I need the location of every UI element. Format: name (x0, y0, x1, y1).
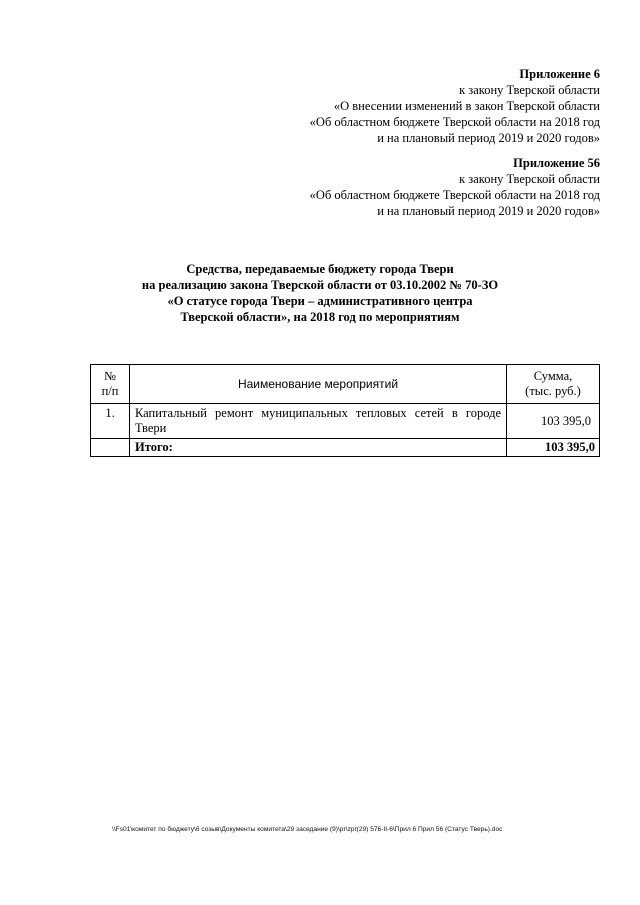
header-number (91, 365, 130, 404)
appendix-56-title: Приложение 56 (513, 156, 600, 170)
appendix-6-title: Приложение 6 (519, 67, 600, 81)
appendix-6-line: «Об областном бюджете Тверской области на 2018 год (309, 115, 600, 129)
heading-line: на реализацию закона Тверской области от 03.10.2002 № 70-ЗО (141, 278, 499, 292)
document-heading (40, 261, 600, 325)
appendix-56-block (310, 155, 600, 219)
total-sum: 103 395,0 (507, 439, 600, 457)
table-header-row (91, 365, 600, 404)
row-number: 1. (91, 404, 130, 439)
heading-line: Тверской области», на 2018 год по мероприятиям (180, 310, 460, 324)
header-sum-unit: (тыс. руб.) (525, 384, 581, 398)
appendix-56-line: и на плановый период 2019 и 2020 годов» (377, 204, 600, 218)
row-sum: 103 395,0 (507, 404, 600, 439)
heading-line: Средства, передаваемые бюджету города Твери (186, 262, 454, 276)
table-row (91, 404, 600, 439)
total-number-cell (91, 439, 130, 457)
appendix-56-line: к закону Тверской области (459, 172, 600, 186)
table-total-row (91, 439, 600, 457)
appendix-6-line: «О внесении изменений в закон Тверской области (333, 99, 600, 113)
appendix-56-line: «Об областном бюджете Тверской области на 2018 год (309, 188, 600, 202)
file-path-footer: \\Fs01\комитет по бюджету\6 созыв\Документы комитета\29 заседание (9)\pr\zpr(29) 576-II-6\Прил 6 Прил 56 (Статус Тверь).doc (112, 826, 503, 833)
header-number-abbr: п/п (101, 384, 119, 398)
heading-line: «О статусе города Твери – административного центра (167, 294, 473, 308)
header-number-symbol: № (104, 369, 116, 383)
appendix-6-line: к закону Тверской области (459, 83, 600, 97)
header-sum-label: Сумма, (533, 369, 573, 383)
header-sum (507, 365, 600, 404)
header-measure-name: Наименование мероприятий (130, 365, 507, 404)
appendix-6-line: и на плановый период 2019 и 2020 годов» (377, 131, 600, 145)
measures-table (90, 364, 600, 457)
appendix-6-block (310, 66, 600, 146)
total-label: Итого: (130, 439, 507, 457)
row-measure-name: Капитальный ремонт муниципальных тепловых сетей в городе Твери (130, 404, 507, 439)
